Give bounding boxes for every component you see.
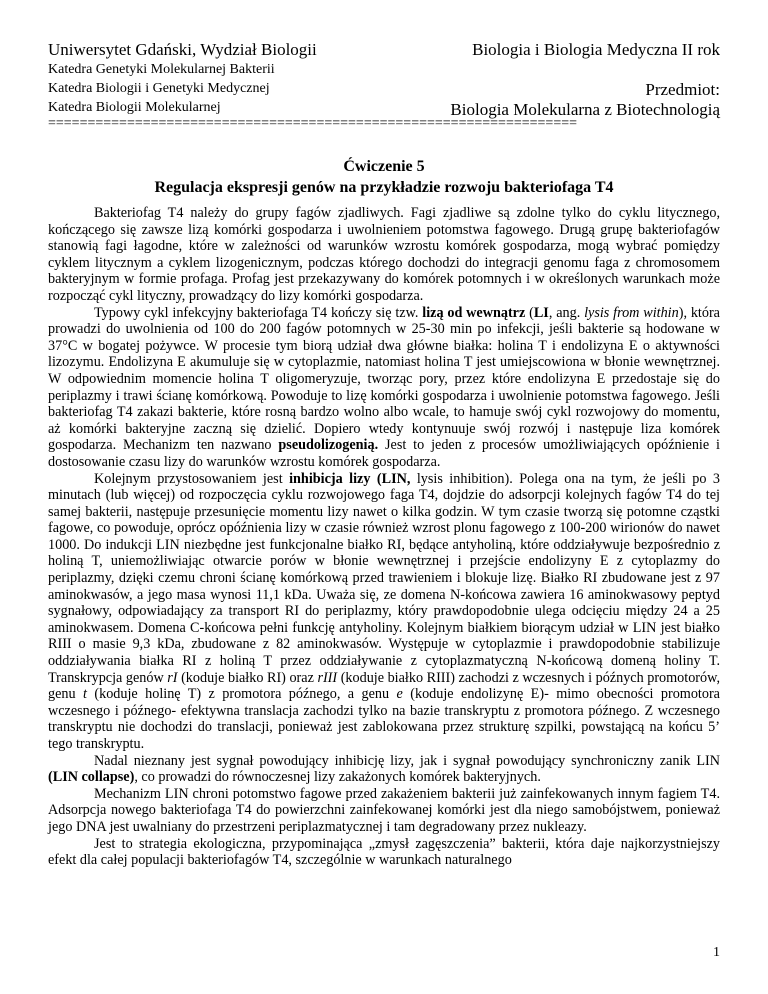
text-run: , ang. [548, 304, 585, 321]
text-run: (koduje białko RI) oraz [177, 669, 318, 686]
text-run: ( [525, 304, 534, 321]
document-body [48, 205, 720, 869]
exercise-number: Ćwiczenie 5 [343, 158, 425, 175]
paragraph-5: Mechanizm LIN chroni potomstwo fagowe przed zakażeniem bakterii już zainfekowanych innym fagiem T4. Adsorpcja nowego bakteriofaga T4 do powierzchni zainfekowanej komórki jest dla niego samobójstwem, ponieważ jego DNA jest uwalniany do przestrzeni periplazmatycznej i tam degradowany przez nukleazy. [48, 785, 720, 835]
text-run: lysis inhibition). Polega ona na tym, że jeśli po 3 minutach (lub więcej) od rozpoczęcia cyklu rozwojowego faga T4, dojdzie do adsorpcji kolejnych fagów T4 do tej samej bakterii, następuje przesunięcie momentu lizy nawet o kilka godzin. W tym czasie tworzą się potomne cząstki fagowe, co powoduje, oprócz opóźnienia lizy w czasie również wzrost plonu fagowego z 100-200 wirionów do nawet 1000. Do indukcji LIN niezbędne jest funkcjonalne białko RI, będące antyholiną, które oddziaływuje bezpośrednio z holiną T, uniemożliwiając otwarcie porów w błonie wewnętrznej i przejście endolizyny E z cytoplazmy do periplazmy, dzięki czemu chroni ścianę komórkową przed trawieniem i blokuje lizę. Białko RI zbudowane jest z 97 aminokwasów, a jego masa wynosi 11,1 kDa. Uważa się, ze domena N-końcowa zawiera 16 aminokwasowy peptyd sygnałowy, odpowiadający za transport RI do periplazmy, który prawdopodobnie ulega odcięciu między 24 a 25 aminokwasem. Domena C-końcowa pełni funkcję antyholiny. Kolejnym białkiem biorącym udział w LIN jest białko RIII o masie 9,3 kDa, zbudowane z 82 aminokwasów. Występuje w cytoplazmie i prawdopodobnie stabilizuje oddziaływania białka RI z holiną T przez oddziaływanie z cytoplazmatyczną N-końcową domeną holiny T. Transkrypcja genów [48, 470, 720, 686]
bold-term: pseudolizogenią. [278, 437, 379, 454]
gene-name: e [396, 686, 403, 703]
exercise-title: Regulacja ekspresji genów na przykładzie rozwoju bakteriofaga T4 [154, 179, 614, 196]
paragraph-3 [48, 471, 720, 753]
text-run: Nadal nieznany jest sygnał powodujący inhibicję lizy, jak i sygnał powodujący synchroniczny zanik LIN [94, 752, 720, 769]
course-name: Biologia i Biologia Medyczna II rok [472, 40, 720, 59]
subject-label: Przedmiot: [645, 80, 720, 99]
bold-term: inhibicja lizy (LIN, [289, 470, 411, 487]
paragraph-4 [48, 753, 720, 786]
page-title [48, 156, 720, 198]
header-right [390, 40, 720, 120]
department-1: Katedra Genetyki Molekularnej Bakterii [48, 62, 275, 77]
text-run: ), która prowadzi do uwolnienia od 100 do 200 fagów potomnych w 25-30 min po infekcji, jeśli bakterie są hodowane w 37°C w bogatej pożywce. W procesie tym biorą udział dwa główne białka: holina T i endolizyna E o aktywności lizozymu. Endolizyna E akumuluje się w cytoplazmie, natomiast holina T jest umiejscowiona w błonie wewnętrznej. W odpowiednim momencie holina T oligomeryzuje, tworząc pory, przez które endolizyna E przedostaje się do periplazmy i trawi ścianę komórkową. Powoduje to lizę komórki gospodarza i uwolnienie potomstwa fagowego. Jeśli bakteriofag T4 zakazi bakterie, które rosną bardzo wolno albo wcale, to hamuje swój cykl rozwojowy do momentu, aż komórki bakteryjne zaczną się dzielić. Dopiero wtedy kontynuuje swój rozwój i następuje liza komórek gospodarza. Mechanizm ten nazwano [48, 304, 720, 454]
header-divider: =================================================================== [48, 118, 577, 130]
bold-term: lizą od wewnątrz [422, 304, 526, 321]
text-run: (koduje białko RIII) zachodzi z wczesnych i późnych promotorów, genu [48, 669, 721, 703]
university-name: Uniwersytet Gdański, Wydział Biologii [48, 40, 317, 59]
subject-name: Biologia Molekularna z Biotechnologią [450, 100, 720, 119]
page-number: 1 [713, 945, 720, 960]
gene-name: t [83, 686, 87, 703]
paragraph-1: Bakteriofag T4 należy do grupy fagów zjadliwych. Fagi zjadliwe są zdolne tylko do cyklu litycznego, kończącego się zawsze lizą komórki gospodarza i uwolnieniem potomstwa fagowego. Drugą grupę bakteriofagów stanowią fagi łagodne, które w zależności od warunków wzrostu komórek gospodarza, mogą wybrać pomiędzy cyklem litycznym a cyklem lizogenicznym, podczas którego dochodzi do integracji genomu faga z chromosomem bakteryjnym w formie profaga. Profag jest przekazywany do komórek potomnych i w określonych warunkach może rozpocząć cykl lityczny, prowadzący do lizy komórki gospodarza. [48, 205, 720, 304]
text-run: (koduje holinę T) z promotora późnego, a genu [86, 686, 397, 703]
text-run: Kolejnym przystosowaniem jest [94, 470, 290, 487]
text-run: , co prowadzi do równoczesnej lizy zakażonych komórek bakteryjnych. [134, 769, 541, 786]
bold-term: (LIN collapse) [48, 769, 135, 786]
text-run: Typowy cykl infekcyjny bakteriofaga T4 kończy się tzw. [94, 304, 423, 321]
text-run: (koduje endolizynę E)- mimo obecności promotora wczesnego i późnego- efektywna translacja zachodzi tylko na bazie transkryptu z promotora późnego. Z wczesnego transkryptu nie dochodzi do translacji, ponieważ jest zablokowana przez strukturę szpilki, powstającą na końcu 5’ tego transkryptu. [48, 686, 720, 752]
text-run: Jest to jeden z procesów umożliwiających opóźnienie i dostosowanie czasu lizy do warunków wzrostu komórek gospodarza. [48, 437, 720, 470]
paragraph-6: Jest to strategia ekologiczna, przypominająca „zmysł zagęszczenia” bakterii, która daje najkorzystniejszy efekt dla całej populacji bakteriofagów T4, szczególnie w warunkach naturalnego [48, 835, 720, 869]
header-left [48, 40, 428, 117]
bold-term: LI [533, 304, 549, 321]
gene-name: rIII [317, 669, 338, 686]
department-3: Katedra Biologii Molekularnej [48, 100, 221, 115]
italic-term: lysis from within [584, 304, 679, 321]
paragraph-2 [48, 305, 720, 471]
department-2: Katedra Biologii i Genetyki Medycznej [48, 81, 270, 96]
gene-name: rI [167, 669, 178, 686]
